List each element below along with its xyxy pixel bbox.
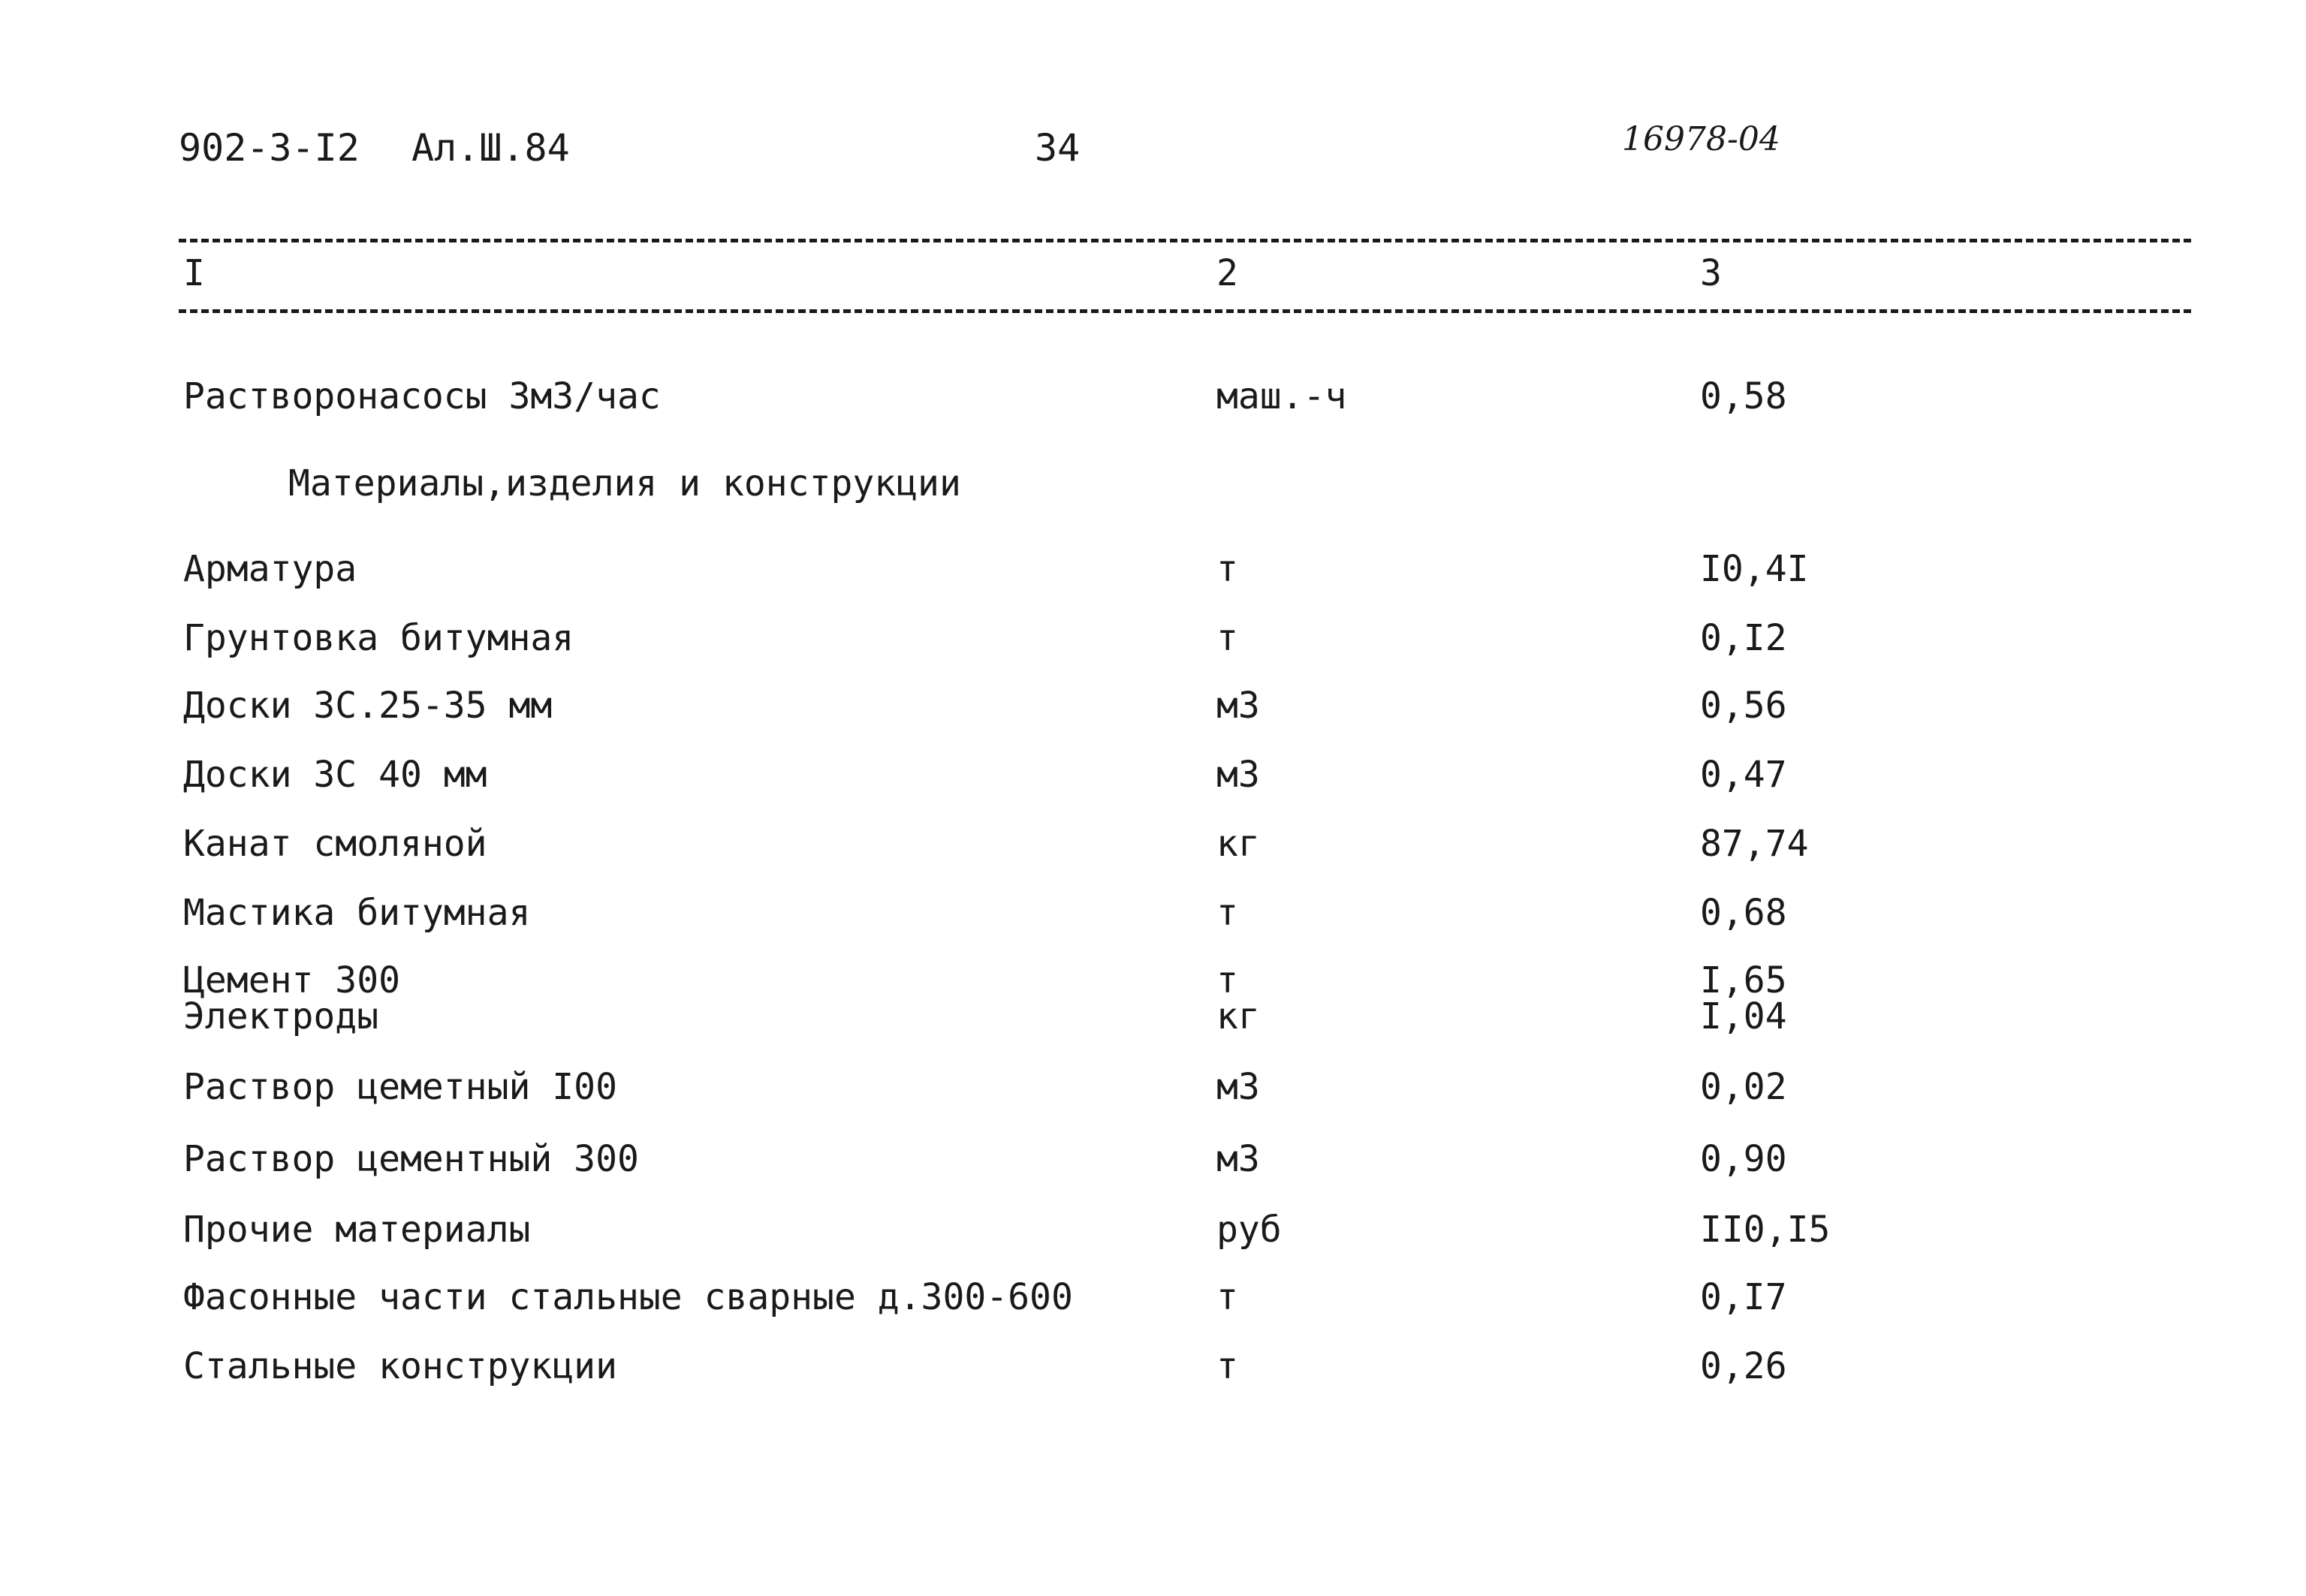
- row-quantity: 0,26: [1700, 1345, 1787, 1387]
- row-unit: т: [1216, 1276, 1238, 1318]
- table-row: [0, 685, 2306, 730]
- row-unit: т: [1216, 959, 1238, 1001]
- column-number-1: I: [183, 252, 205, 294]
- row-name: Раствор цементный 300: [183, 1138, 639, 1180]
- row-name: Электроды: [183, 995, 379, 1037]
- row-name: Доски 3С.25-35 мм: [183, 685, 553, 727]
- table-row: [0, 754, 2306, 799]
- table-row: [0, 375, 2306, 420]
- row-unit: м3: [1216, 1138, 1260, 1180]
- row-name: Цемент 300: [183, 959, 400, 1001]
- row-quantity: 0,68: [1700, 892, 1787, 934]
- row-name: Стальные конструкции: [183, 1345, 617, 1387]
- row-unit: маш.-ч: [1216, 375, 1347, 417]
- handwritten-number: 16978-04: [1622, 120, 1780, 158]
- section-title: Материалы,изделия и конструкции: [288, 462, 961, 504]
- row-quantity: II0,I5: [1700, 1209, 1831, 1251]
- row-name: Арматура: [183, 548, 357, 590]
- table-row: [0, 617, 2306, 662]
- table-row: [0, 823, 2306, 868]
- row-quantity: I,65: [1700, 959, 1787, 1001]
- row-quantity: 0,58: [1700, 375, 1787, 417]
- row-name: Фасонные части стальные сварные д.300-600: [183, 1276, 1073, 1318]
- row-unit: м3: [1216, 754, 1260, 796]
- row-name: Доски 3С 40 мм: [183, 754, 487, 796]
- row-quantity: 0,47: [1700, 754, 1787, 796]
- table-row: [0, 995, 2306, 1040]
- table-top-rule: [179, 239, 2191, 242]
- row-unit: руб: [1216, 1209, 1282, 1251]
- table-row: [0, 892, 2306, 937]
- column-number-3: 3: [1700, 252, 1722, 294]
- row-name: Прочие материалы: [183, 1209, 531, 1251]
- row-unit: т: [1216, 1345, 1238, 1387]
- table-row: [0, 1066, 2306, 1111]
- row-quantity: 0,I2: [1700, 617, 1787, 659]
- table-header-rule: [179, 309, 2191, 313]
- row-quantity: I,04: [1700, 995, 1787, 1037]
- table-row: [0, 1276, 2306, 1321]
- row-unit: м3: [1216, 685, 1260, 727]
- row-name: Растворонасосы 3м3/час: [183, 375, 661, 417]
- album-number: Ал.Ш.84: [411, 126, 570, 170]
- column-number-2: 2: [1216, 252, 1238, 294]
- row-unit: т: [1216, 617, 1238, 659]
- row-name: Раствор цеметный I00: [183, 1066, 617, 1108]
- row-quantity: 87,74: [1700, 823, 1809, 865]
- table-row: [0, 1209, 2306, 1254]
- document-code: 902-3-I2: [179, 126, 360, 170]
- row-quantity: 0,56: [1700, 685, 1787, 727]
- table-row: [0, 1138, 2306, 1183]
- page-number: 34: [1035, 126, 1081, 170]
- row-unit: т: [1216, 892, 1238, 934]
- row-unit: м3: [1216, 1066, 1260, 1108]
- row-unit: кг: [1216, 823, 1260, 865]
- row-name: Грунтовка битумная: [183, 617, 574, 659]
- row-unit: т: [1216, 548, 1238, 590]
- row-name: Канат смоляной: [183, 823, 487, 865]
- row-quantity: 0,I7: [1700, 1276, 1787, 1318]
- row-quantity: 0,90: [1700, 1138, 1787, 1180]
- table-row: [0, 1345, 2306, 1390]
- table-row: [0, 548, 2306, 593]
- row-quantity: 0,02: [1700, 1066, 1787, 1108]
- row-name: Мастика битумная: [183, 892, 531, 934]
- row-unit: кг: [1216, 995, 1260, 1037]
- row-quantity: I0,4I: [1700, 548, 1809, 590]
